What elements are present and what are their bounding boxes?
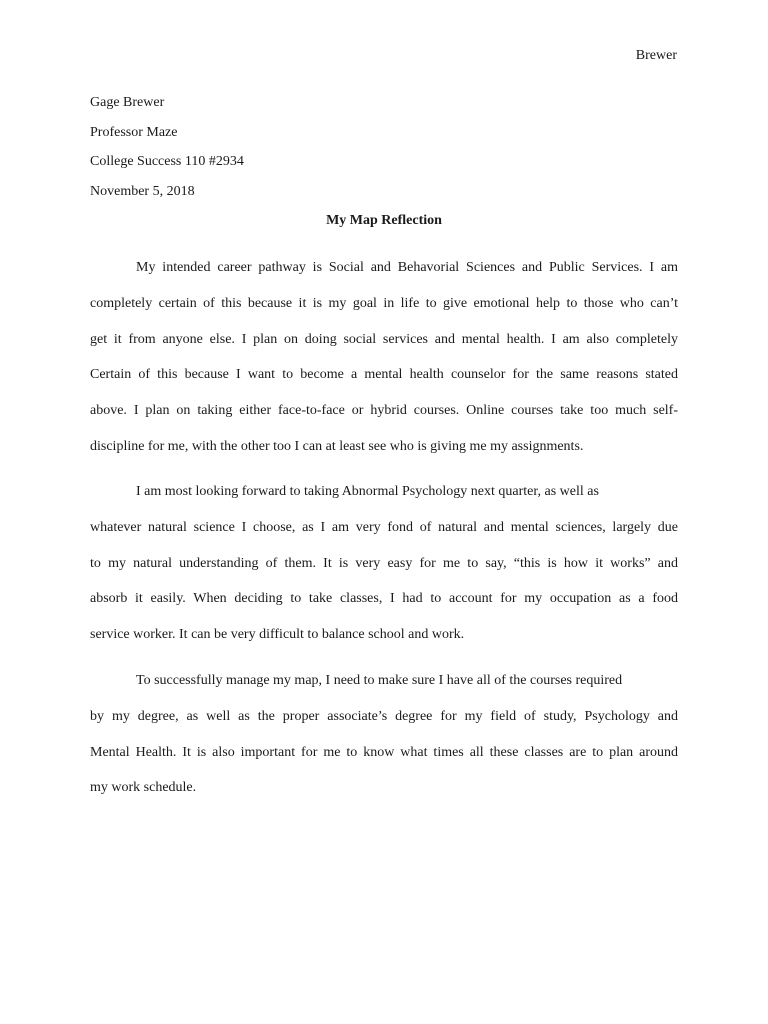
paragraph-line: My intended career pathway is Social and Behavorial Sciences and Public Services. I am xyxy=(136,260,678,275)
paragraph-line: I am most looking forward to taking Abnormal Psychology next quarter, as well as xyxy=(136,484,599,499)
paragraph-line: get it from anyone else. I plan on doing social services and mental health. I am also completely xyxy=(90,331,678,347)
course-name: College Success 110 #2934 xyxy=(90,154,244,169)
professor-name: Professor Maze xyxy=(90,124,178,140)
paragraph-line: service worker. It can be very difficult to balance school and work. xyxy=(90,627,465,643)
paragraph-line: by my degree, as well as the proper associate’s degree for my field of study, Psychology and xyxy=(90,708,678,724)
paragraph-1 xyxy=(90,250,678,465)
paragraph-line: completely certain of this because it is my goal in life to give emotional help to those who can’t xyxy=(90,295,678,311)
paragraph-line: above. I plan on taking either face-to-face or hybrid courses. Online courses take too much self- xyxy=(90,403,678,419)
student-name: Gage Brewer xyxy=(90,95,165,110)
paragraph-line: Certain of this because I want to become a mental health counselor for the same reasons stated xyxy=(90,367,678,383)
document-date: November 5, 2018 xyxy=(90,183,195,199)
paragraph-3 xyxy=(90,663,678,806)
paragraph-line: discipline for me, with the other too I can at least see who is giving me my assignments. xyxy=(90,438,584,454)
paragraph-line: my work schedule. xyxy=(90,780,197,796)
paragraph-line: to my natural understanding of them. It is very easy for me to say, “this is how it works” and xyxy=(90,555,678,571)
paragraph-line: absorb it easily. When deciding to take classes, I had to account for my occupation as a food xyxy=(90,591,678,607)
paragraph-line: Mental Health. It is also important for me to know what times all these classes are to plan around xyxy=(90,744,678,760)
paragraph-line: whatever natural science I choose, as I am very fond of natural and mental sciences, largely due xyxy=(90,519,678,535)
mla-heading xyxy=(90,93,690,211)
running-header: Brewer xyxy=(635,48,677,63)
paragraph-line: To successfully manage my map, I need to make sure I have all of the courses required xyxy=(136,673,623,688)
paragraph-2 xyxy=(90,474,678,653)
document-title: My Map Reflection xyxy=(326,213,442,228)
